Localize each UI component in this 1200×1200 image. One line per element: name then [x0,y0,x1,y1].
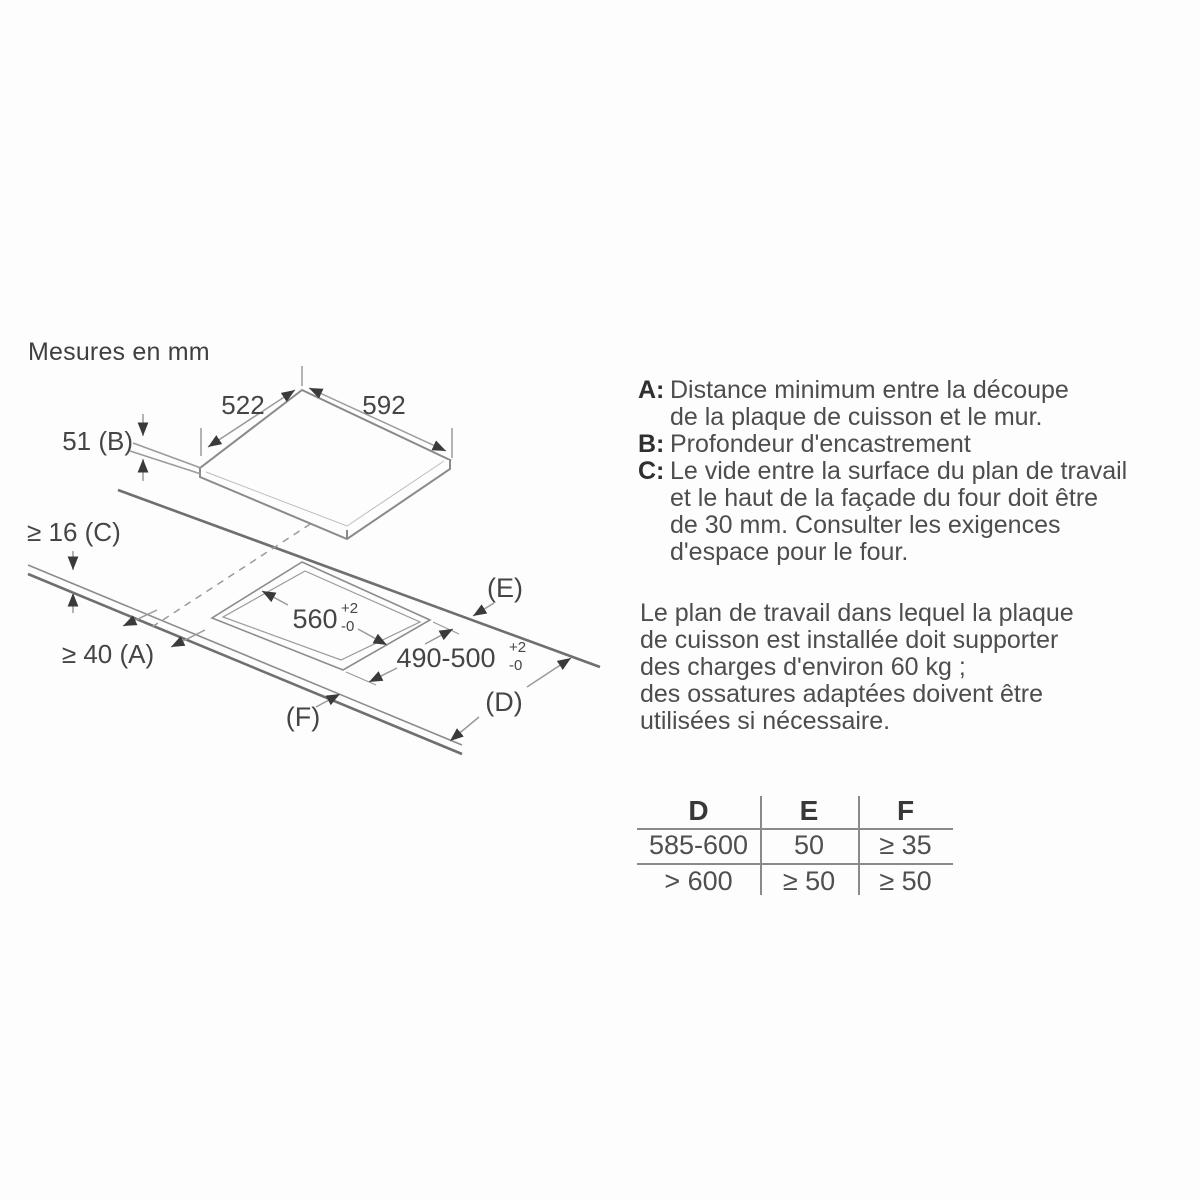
dim-560-label: 560 [292,604,338,634]
definition-line: Distance minimum entre la découpe [670,376,1069,404]
dim-arrow [123,610,157,626]
definition-a [638,377,1198,431]
definition-line: et le haut de la façade du four doit être [670,484,1099,512]
table-header-d: D [688,794,709,826]
dim-arrow [262,591,288,605]
table-header-f: F [896,794,915,826]
dim-16c-label: ≥ 16 (C) [27,517,121,547]
definition-line: de la plaque de cuisson et le mur. [670,403,1043,431]
def-spec-table [637,793,953,899]
dim-560-tol-plus: +2 [341,600,359,617]
table-cell: 585-600 [648,830,749,860]
definition-line: Le vide entre la surface du plan de travail [670,457,1128,485]
dim-592-label: 592 [362,390,406,420]
table-column-separator [858,796,860,895]
dim-arrow [369,668,397,682]
table-row [637,828,953,863]
table-column-separator [760,796,762,895]
table-header-row [637,793,953,828]
paragraph-line: des charges d'environ 60 kg ; [640,653,966,681]
paragraph-line: Le plan de travail dans lequel la plaque [640,599,1074,627]
cooktop-plate-side [200,460,450,539]
definition-letter: C: [638,457,665,485]
dim-490-500-tol-plus: +2 [509,639,527,656]
label-d: (D) [485,687,523,717]
table-rule [637,863,953,865]
paragraph-line: utilisées si nécessaire. [640,707,891,735]
label-f: (F) [285,702,321,732]
definition-b [638,431,1198,458]
dim-arrow [425,629,453,644]
paragraph-line: de cuisson est installée doit supporter [640,626,1059,654]
extension-line [346,672,376,685]
dim-40a-label: ≥ 40 (A) [61,639,155,669]
dim-51b-label: 51 (B) [62,426,133,456]
definition-line: d'espace pour le four. [670,538,909,566]
definition-letter: B: [638,430,665,458]
dim-arrow [527,658,571,687]
table-cell: > 600 [664,865,733,896]
worktop-load-paragraph [640,600,1200,735]
definitions-list [638,377,1198,566]
definition-letter: A: [638,376,665,404]
table-row [637,863,953,899]
page-title: Mesures en mm [28,338,210,366]
table-cell: ≥ 50 [879,865,932,896]
dim-arrow [358,629,387,645]
paragraph-line: des ossatures adaptées doivent être [640,680,1044,708]
dim-490-500-label: 490-500 [396,643,496,673]
table-cell: ≥ 35 [879,830,932,860]
table-rule [637,828,953,830]
installation-diagram [0,310,640,780]
dim-560-tol-minus: -0 [341,618,355,635]
table-header-e: E [799,794,819,826]
label-e: (E) [487,573,523,603]
dim-arrow [473,603,494,616]
definition-line: de 30 mm. Consulter les exigences [670,511,1061,539]
table-cell: ≥ 50 [782,865,836,896]
dim-522-label: 522 [221,390,265,420]
table-cell: 50 [793,830,825,860]
definition-c [638,458,1198,566]
definition-line: Profondeur d'encastrement [670,430,971,458]
dim-490-500-tol-minus: -0 [509,657,523,674]
dim-arrow [450,717,479,741]
